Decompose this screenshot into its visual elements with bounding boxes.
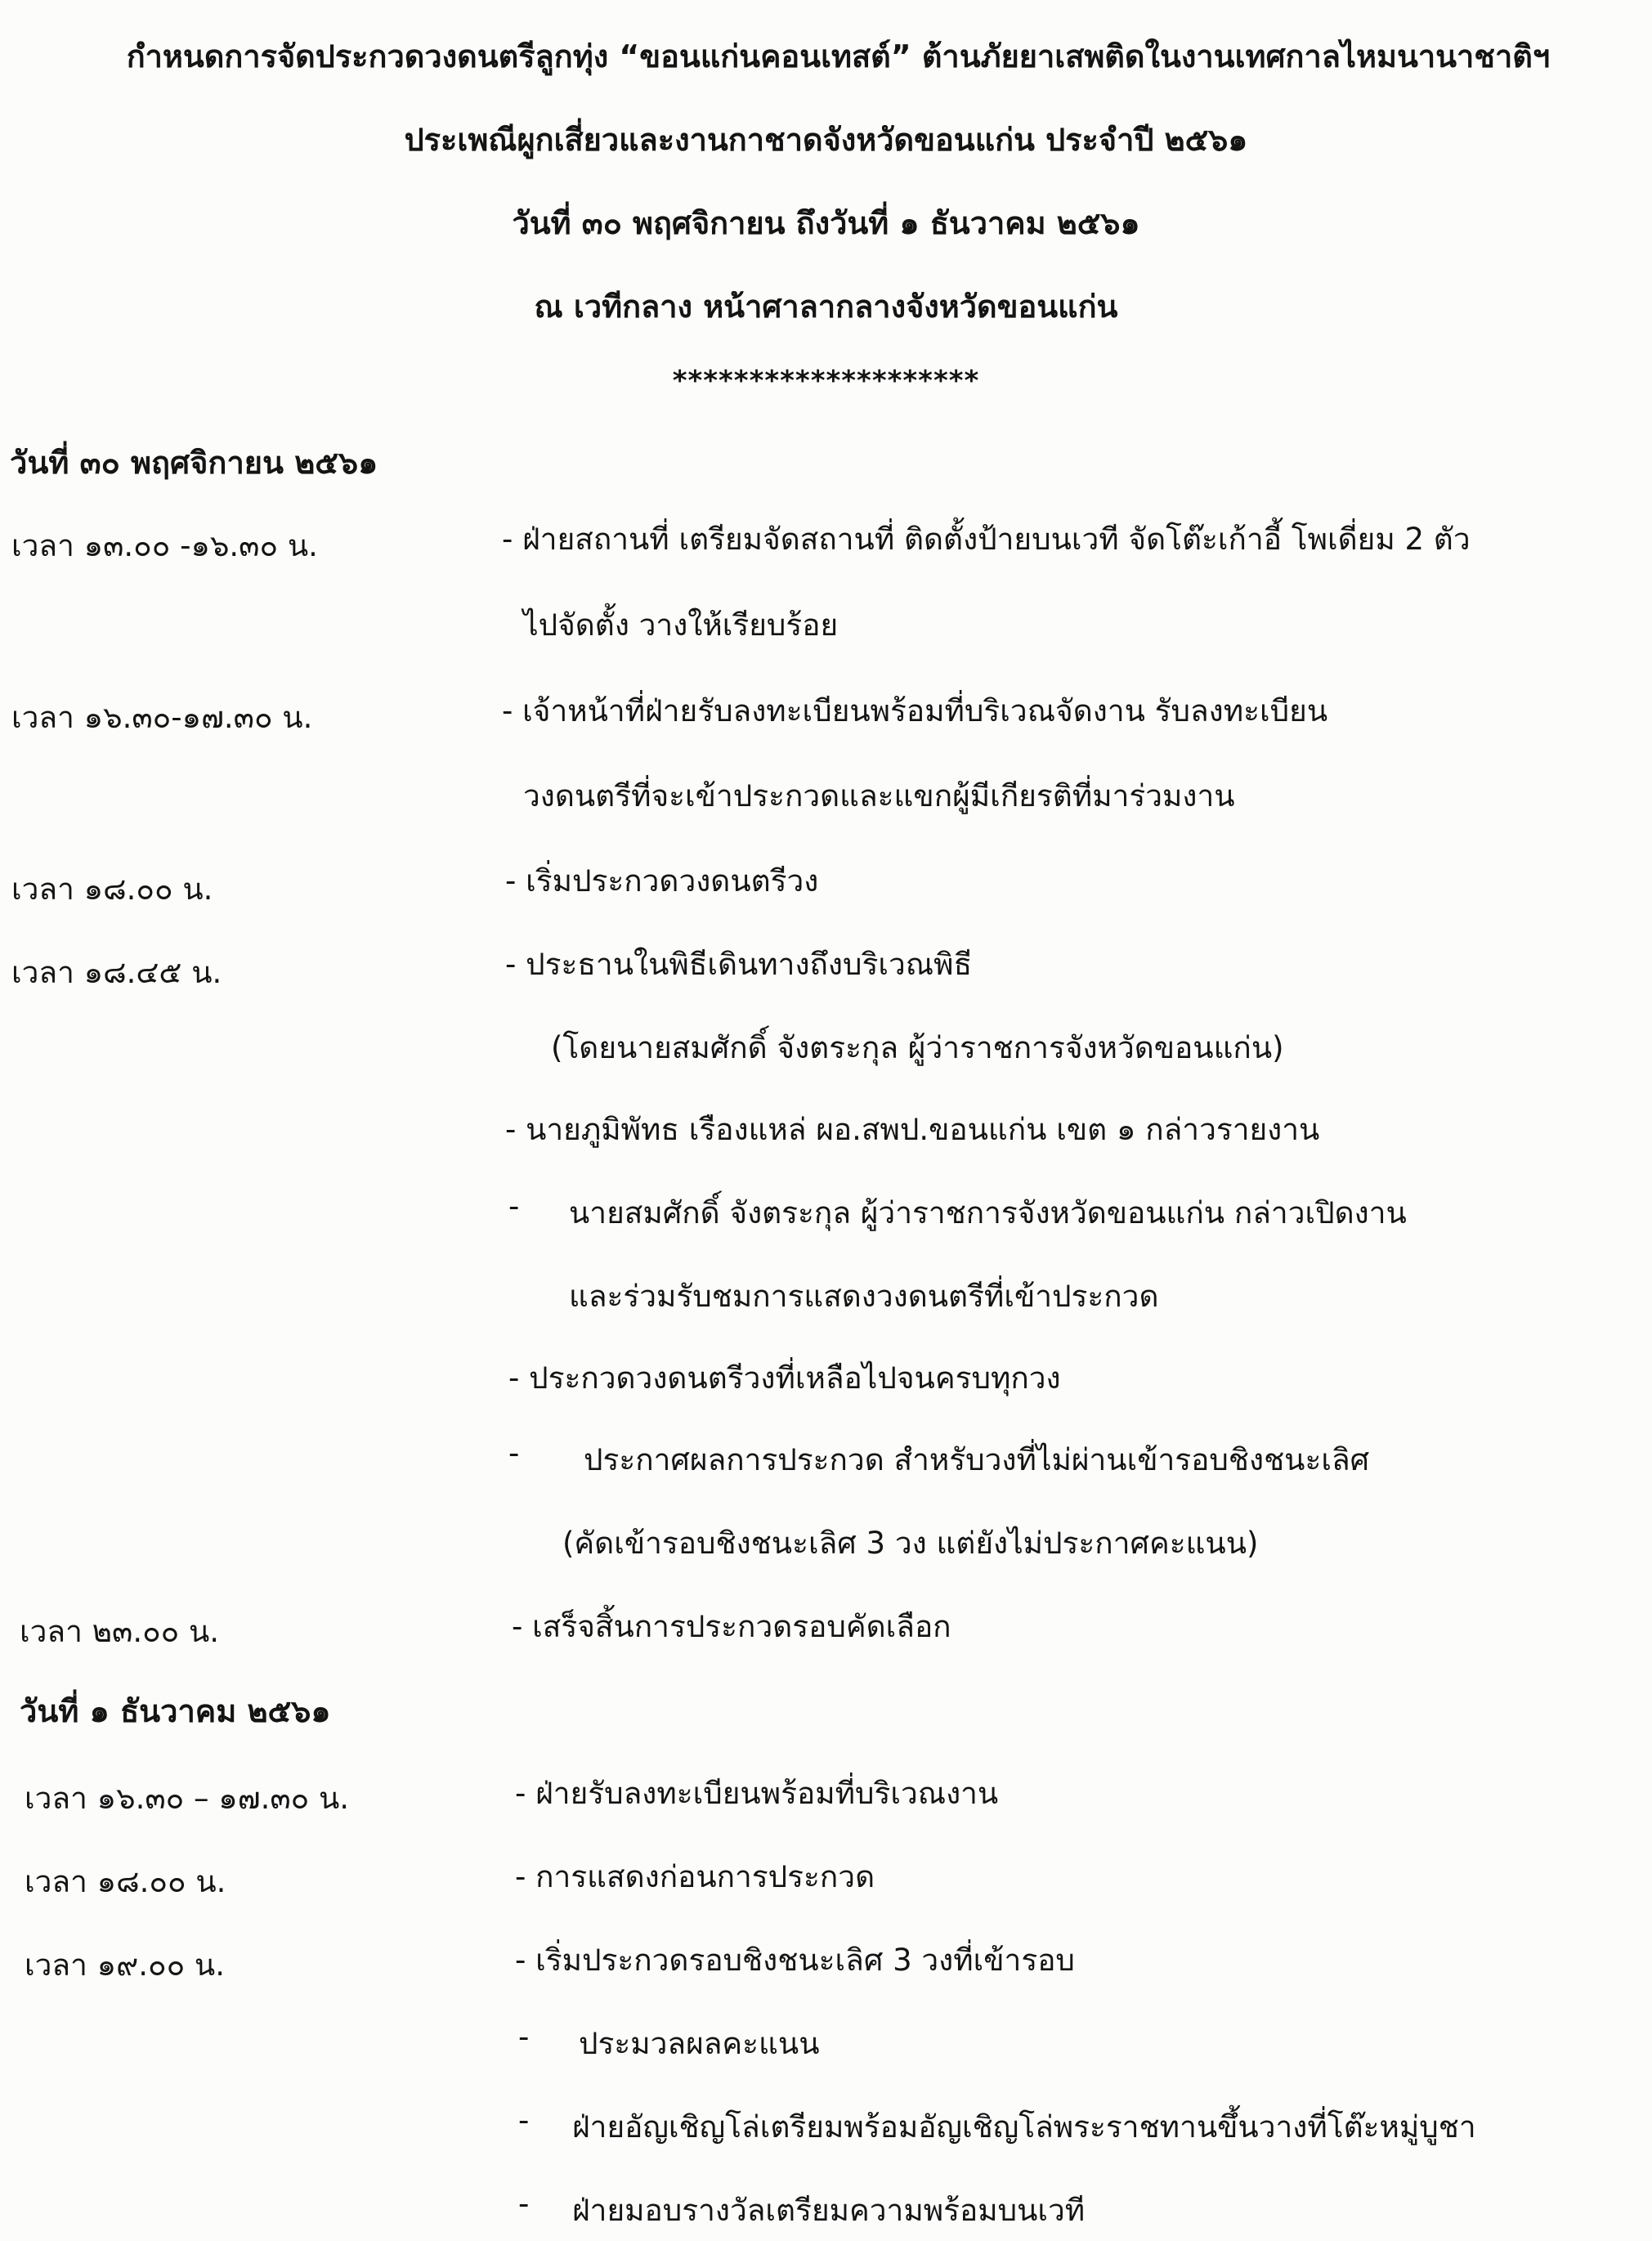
day1-item-6-line-0: - ประกวดวงดนตรีวงที่เหลือไปจนครบทุกวง [508,1360,1061,1396]
day2-item-3-line-0: ประมวลผลคะแนน [579,2026,820,2061]
document-header [0,15,1652,414]
day1-item-2-line-0: - เริ่มประกวดวงดนตรีวง [505,863,819,899]
day1-item-7-line-0: ประกาศผลการประกวด สำหรับวงที่ไม่ผ่านเข้ารอบชิงชนะเลิศ [584,1442,1370,1477]
day2-item-5-line-0: ฝ่ายมอบรางวัลเตรียมความพร้อมบนเวที [572,2193,1086,2228]
day1-time-0: เวลา ๑๓.๐๐ -๑๖.๓๐ น. [11,528,318,563]
day1-item-1-line-1: วงดนตรีที่จะเข้าประกวดและแขกผู้มีเกียรติที่มาร่วมงาน [523,778,1235,813]
day1-item-7-line-1: (คัดเข้ารอบชิงชนะเลิศ 3 วง แต่ยังไม่ประกาศคะแนน) [562,1526,1259,1561]
day1-item-8-line-0: - เสร็จสิ้นการประกวดรอบคัดเลือก [512,1609,951,1644]
day2-item-3-dash: - [518,2019,530,2055]
day1-heading: วันที่ ๓๐ พฤศจิกายน ๒๕๖๑ [10,445,378,481]
day1-time-2: เวลา ๑๘.๐๐ น. [11,872,213,907]
day2-item-0-line-0: - ฝ่ายรับลงทะเบียนพร้อมที่บริเวณงาน [515,1776,999,1811]
day1-time-3: เวลา ๑๘.๔๕ น. [11,955,222,990]
header-title-line-2: ประเพณีผูกเสี่ยวและงานกาชาดจังหวัดขอนแก่น ประจำปี ๒๕๖๑ [404,122,1248,158]
day1-item-5-line-1: และร่วมรับชมการแสดงวงดนตรีที่เข้าประกวด [569,1279,1159,1314]
day2-time-0: เวลา ๑๖.๓๐ – ๑๗.๓๐ น. [25,1781,350,1816]
header-venue-line: ณ เวทีกลาง หน้าศาลากลางจังหวัดขอนแก่น [534,289,1118,325]
day2-item-4-line-0: ฝ่ายอัญเชิญโล่เตรียมพร้อมอัญเชิญโล่พระราชทานขึ้นวางที่โต๊ะหมู่บูชา [572,2109,1476,2145]
day1-item-0-line-0: - ฝ่ายสถานที่ เตรียมจัดสถานที่ ติดตั้งป้ายบนเวที จัดโต๊ะเก้าอี้ โพเดี่ยม 2 ตัว [502,522,1471,557]
day2-time-2: เวลา ๑๙.๐๐ น. [25,1947,225,1983]
day1-item-0-line-1: ไปจัดตั้ง วางให้เรียบร้อย [523,607,839,643]
day1-time-1: เวลา ๑๖.๓๐-๑๗.๓๐ น. [11,700,313,735]
day1-item-1-line-0: - เจ้าหน้าที่ฝ่ายรับลงทะเบียนพร้อมที่บริเวณจัดงาน รับลงทะเบียน [502,693,1328,728]
day1-item-3-line-0: - ประธานในพิธีเดินทางถึงบริเวณพิธี [505,947,973,982]
header-date-line: วันที่ ๓๐ พฤศจิกายน ถึงวันที่ ๑ ธันวาคม ๒๕๖๑ [512,205,1140,241]
day2-item-2-line-0: - เริ่มประกวดรอบชิงชนะเลิศ 3 วงที่เข้ารอบ [515,1943,1075,1978]
day1-time-8: เวลา ๒๓.๐๐ น. [20,1614,220,1649]
day2-item-4-dash: - [518,2103,530,2138]
day1-item-3-line-1: (โดยนายสมศักดิ์ จังตระกุล ผู้ว่าราชการจังหวัดขอนแก่น) [551,1030,1284,1065]
day1-item-5-dash: - [508,1189,520,1224]
day2-item-1-line-0: - การแสดงก่อนการประกวด [515,1859,875,1894]
day2-time-1: เวลา ๑๘.๐๐ น. [25,1864,226,1899]
day2-heading: วันที่ ๑ ธันวาคม ๒๕๖๑ [20,1693,331,1729]
day1-item-5-line-0: นายสมศักดิ์ จังตระกุล ผู้ว่าราชการจังหวัดขอนแก่น กล่าวเปิดงาน [569,1195,1407,1230]
header-title-line-1: กำหนดการจัดประกวดวงดนตรีลูกทุ่ง “ขอนแก่นคอนเทสต์” ต้านภัยยาเสพติดในงานเทศกาลไหมนานาชาติฯ [126,38,1551,74]
day1-item-7-dash: - [508,1436,520,1471]
day2-item-5-dash: - [518,2186,530,2221]
day1-item-4-line-0: - นายภูมิพัทธ เรืองแหล่ ผอ.สพป.ขอนแก่น เขต ๑ กล่าวรายงาน [505,1112,1320,1147]
header-separator-stars: ******************** [672,365,980,397]
